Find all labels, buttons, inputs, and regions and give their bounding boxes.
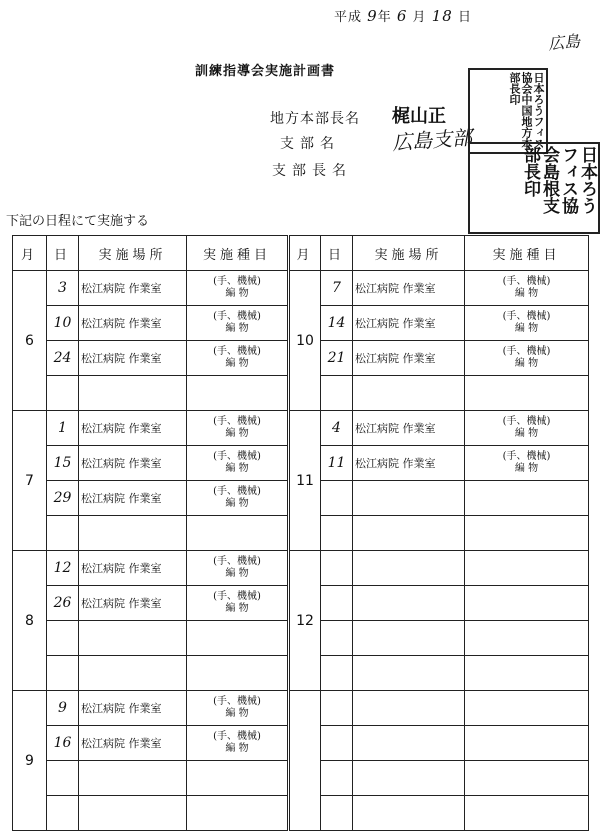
type-line-1: (手、機械) [502, 276, 551, 287]
header-month-right: 月 [289, 236, 321, 271]
type-line-2: 編 物 [225, 498, 249, 509]
type-cell [187, 306, 289, 341]
place-cell [353, 656, 465, 691]
field-label-regional-head: 地方本部長名 [270, 111, 360, 127]
document-date [334, 6, 472, 25]
type-line-2: 編 物 [514, 428, 539, 439]
type-cell [465, 551, 589, 586]
place-cell: 松江病院 作業室 [79, 551, 187, 586]
month-cell: 9 [13, 691, 47, 831]
document-title: 訓練指導会実施計画書 [195, 64, 336, 79]
date-era: 平成 [334, 10, 363, 25]
type-cell [465, 481, 589, 516]
type-line-1: (手、機械) [213, 556, 261, 567]
table-header-row [13, 236, 589, 271]
type-cell [465, 586, 589, 621]
place-cell [79, 376, 187, 411]
date-month-unit: 月 [412, 10, 427, 25]
place-cell: 松江病院 作業室 [353, 411, 465, 446]
type-line-2: 編 物 [225, 743, 249, 754]
type-line-2: 編 物 [225, 428, 249, 439]
day-cell [321, 586, 353, 621]
type-cell [187, 481, 289, 516]
type-line-1: (手、機械) [213, 416, 261, 427]
field-label-branch: 支部名 [280, 136, 340, 152]
type-cell [187, 656, 289, 691]
header-month-left: 月 [13, 236, 47, 271]
day-cell [321, 796, 353, 831]
type-cell [187, 446, 289, 481]
type-cell [465, 306, 589, 341]
month-cell: 11 [289, 411, 321, 551]
date-year-unit: 年 [377, 10, 392, 25]
table-row [13, 411, 589, 446]
intro-text: 下記の日程にて実施する [6, 214, 150, 229]
type-cell [465, 516, 589, 551]
field-value-branch: 広島支部 [391, 125, 473, 155]
type-line-1: (手、機械) [213, 486, 261, 497]
header-place-right: 実施場所 [353, 236, 465, 271]
corner-signature: 広島 [547, 31, 582, 54]
month-cell: 6 [13, 271, 47, 411]
day-cell: 29 [47, 481, 79, 516]
field-value-regional-head: 梶山正 [392, 106, 446, 127]
day-cell [321, 621, 353, 656]
table-row [13, 551, 589, 586]
place-cell [79, 516, 187, 551]
type-cell [465, 411, 589, 446]
type-cell [187, 516, 289, 551]
type-line-1: (手、機械) [213, 311, 261, 322]
day-cell: 14 [321, 306, 353, 341]
type-line-2: 編 物 [225, 463, 249, 474]
table-row [13, 271, 589, 306]
type-line-2: 編 物 [225, 288, 249, 299]
day-cell: 3 [47, 271, 79, 306]
type-cell [465, 621, 589, 656]
place-cell: 松江病院 作業室 [353, 446, 465, 481]
type-cell [187, 761, 289, 796]
day-cell: 15 [47, 446, 79, 481]
type-cell [187, 586, 289, 621]
place-cell [79, 621, 187, 656]
date-month: 6 [396, 7, 408, 25]
day-cell [321, 376, 353, 411]
place-cell [353, 691, 465, 726]
day-cell [321, 726, 353, 761]
type-cell [465, 376, 589, 411]
type-line-1: (手、機械) [213, 276, 261, 287]
day-cell [321, 481, 353, 516]
place-cell [353, 761, 465, 796]
type-cell [187, 411, 289, 446]
day-cell [321, 761, 353, 796]
type-line-1: (手、機械) [213, 346, 261, 357]
place-cell [79, 761, 187, 796]
type-line-1: (手、機械) [502, 451, 551, 462]
type-line-2: 編 物 [514, 358, 539, 369]
place-cell: 松江病院 作業室 [353, 306, 465, 341]
type-line-1: (手、機械) [213, 591, 261, 602]
place-cell: 松江病院 作業室 [79, 481, 187, 516]
place-cell [353, 551, 465, 586]
day-cell: 21 [321, 341, 353, 376]
day-cell: 16 [47, 726, 79, 761]
type-line-2: 編 物 [514, 288, 539, 299]
place-cell: 松江病院 作業室 [79, 341, 187, 376]
type-line-1: (手、機械) [213, 731, 261, 742]
place-cell: 松江病院 作業室 [79, 271, 187, 306]
day-cell [47, 621, 79, 656]
type-line-2: 編 物 [225, 708, 249, 719]
day-cell [47, 656, 79, 691]
type-cell [465, 726, 589, 761]
day-cell [321, 551, 353, 586]
field-label-branch-head: 支部長名 [272, 163, 352, 179]
place-cell: 松江病院 作業室 [353, 341, 465, 376]
type-line-1: (手、機械) [502, 346, 551, 357]
type-line-1: (手、機械) [502, 416, 551, 427]
place-cell [353, 586, 465, 621]
place-cell: 松江病院 作業室 [79, 586, 187, 621]
regional-seal-stamp: 日本ろうフィス協会中国地方本部長印 [468, 68, 548, 154]
type-line-1: (手、機械) [502, 311, 551, 322]
type-cell [465, 656, 589, 691]
type-line-2: 編 物 [225, 358, 249, 369]
type-cell [465, 761, 589, 796]
place-cell: 松江病院 作業室 [79, 691, 187, 726]
day-cell: 12 [47, 551, 79, 586]
type-cell [187, 271, 289, 306]
place-cell [353, 516, 465, 551]
type-cell [187, 551, 289, 586]
place-cell: 松江病院 作業室 [79, 446, 187, 481]
type-line-1: (手、機械) [213, 696, 261, 707]
type-cell [187, 621, 289, 656]
day-cell [47, 376, 79, 411]
schedule-table [12, 235, 589, 831]
type-line-2: 編 物 [225, 323, 249, 334]
month-cell: 12 [289, 551, 321, 691]
day-cell [321, 516, 353, 551]
type-line-1: (手、機械) [213, 451, 261, 462]
day-cell: 10 [47, 306, 79, 341]
day-cell [47, 516, 79, 551]
day-cell: 9 [47, 691, 79, 726]
day-cell: 1 [47, 411, 79, 446]
header-place-left: 実施場所 [79, 236, 187, 271]
day-cell: 11 [321, 446, 353, 481]
place-cell [353, 621, 465, 656]
branch-seal-stamp: 日本ろうフィス協会島根支部長印 [468, 142, 600, 234]
type-cell [187, 726, 289, 761]
type-cell [465, 446, 589, 481]
place-cell [353, 481, 465, 516]
header-day-left: 日 [47, 236, 79, 271]
place-cell [353, 726, 465, 761]
type-cell [465, 271, 589, 306]
month-cell: 7 [13, 411, 47, 551]
day-cell [321, 691, 353, 726]
header-type-right: 実施種目 [465, 236, 589, 271]
header-type-left: 実施種目 [187, 236, 289, 271]
header-day-right: 日 [321, 236, 353, 271]
day-cell: 26 [47, 586, 79, 621]
type-line-2: 編 物 [514, 463, 539, 474]
place-cell [353, 376, 465, 411]
month-cell: 10 [289, 271, 321, 411]
place-cell: 松江病院 作業室 [79, 306, 187, 341]
type-line-2: 編 物 [514, 323, 539, 334]
place-cell: 松江病院 作業室 [353, 271, 465, 306]
day-cell [47, 796, 79, 831]
date-year: 9 [367, 7, 378, 25]
day-cell [321, 656, 353, 691]
type-line-2: 編 物 [225, 568, 249, 579]
place-cell [79, 656, 187, 691]
month-cell [289, 691, 321, 831]
day-cell: 7 [321, 271, 353, 306]
type-cell [187, 796, 289, 831]
place-cell: 松江病院 作業室 [79, 411, 187, 446]
month-cell: 8 [13, 551, 47, 691]
type-cell [465, 691, 589, 726]
type-line-2: 編 物 [225, 603, 249, 614]
place-cell [79, 796, 187, 831]
type-cell [187, 341, 289, 376]
place-cell: 松江病院 作業室 [79, 726, 187, 761]
day-cell: 24 [47, 341, 79, 376]
type-cell [465, 796, 589, 831]
date-day: 18 [431, 7, 453, 25]
type-cell [187, 376, 289, 411]
date-day-unit: 日 [457, 10, 472, 25]
type-cell [465, 341, 589, 376]
day-cell [47, 761, 79, 796]
day-cell: 4 [321, 411, 353, 446]
type-cell [187, 691, 289, 726]
table-row [13, 691, 589, 726]
place-cell [353, 796, 465, 831]
